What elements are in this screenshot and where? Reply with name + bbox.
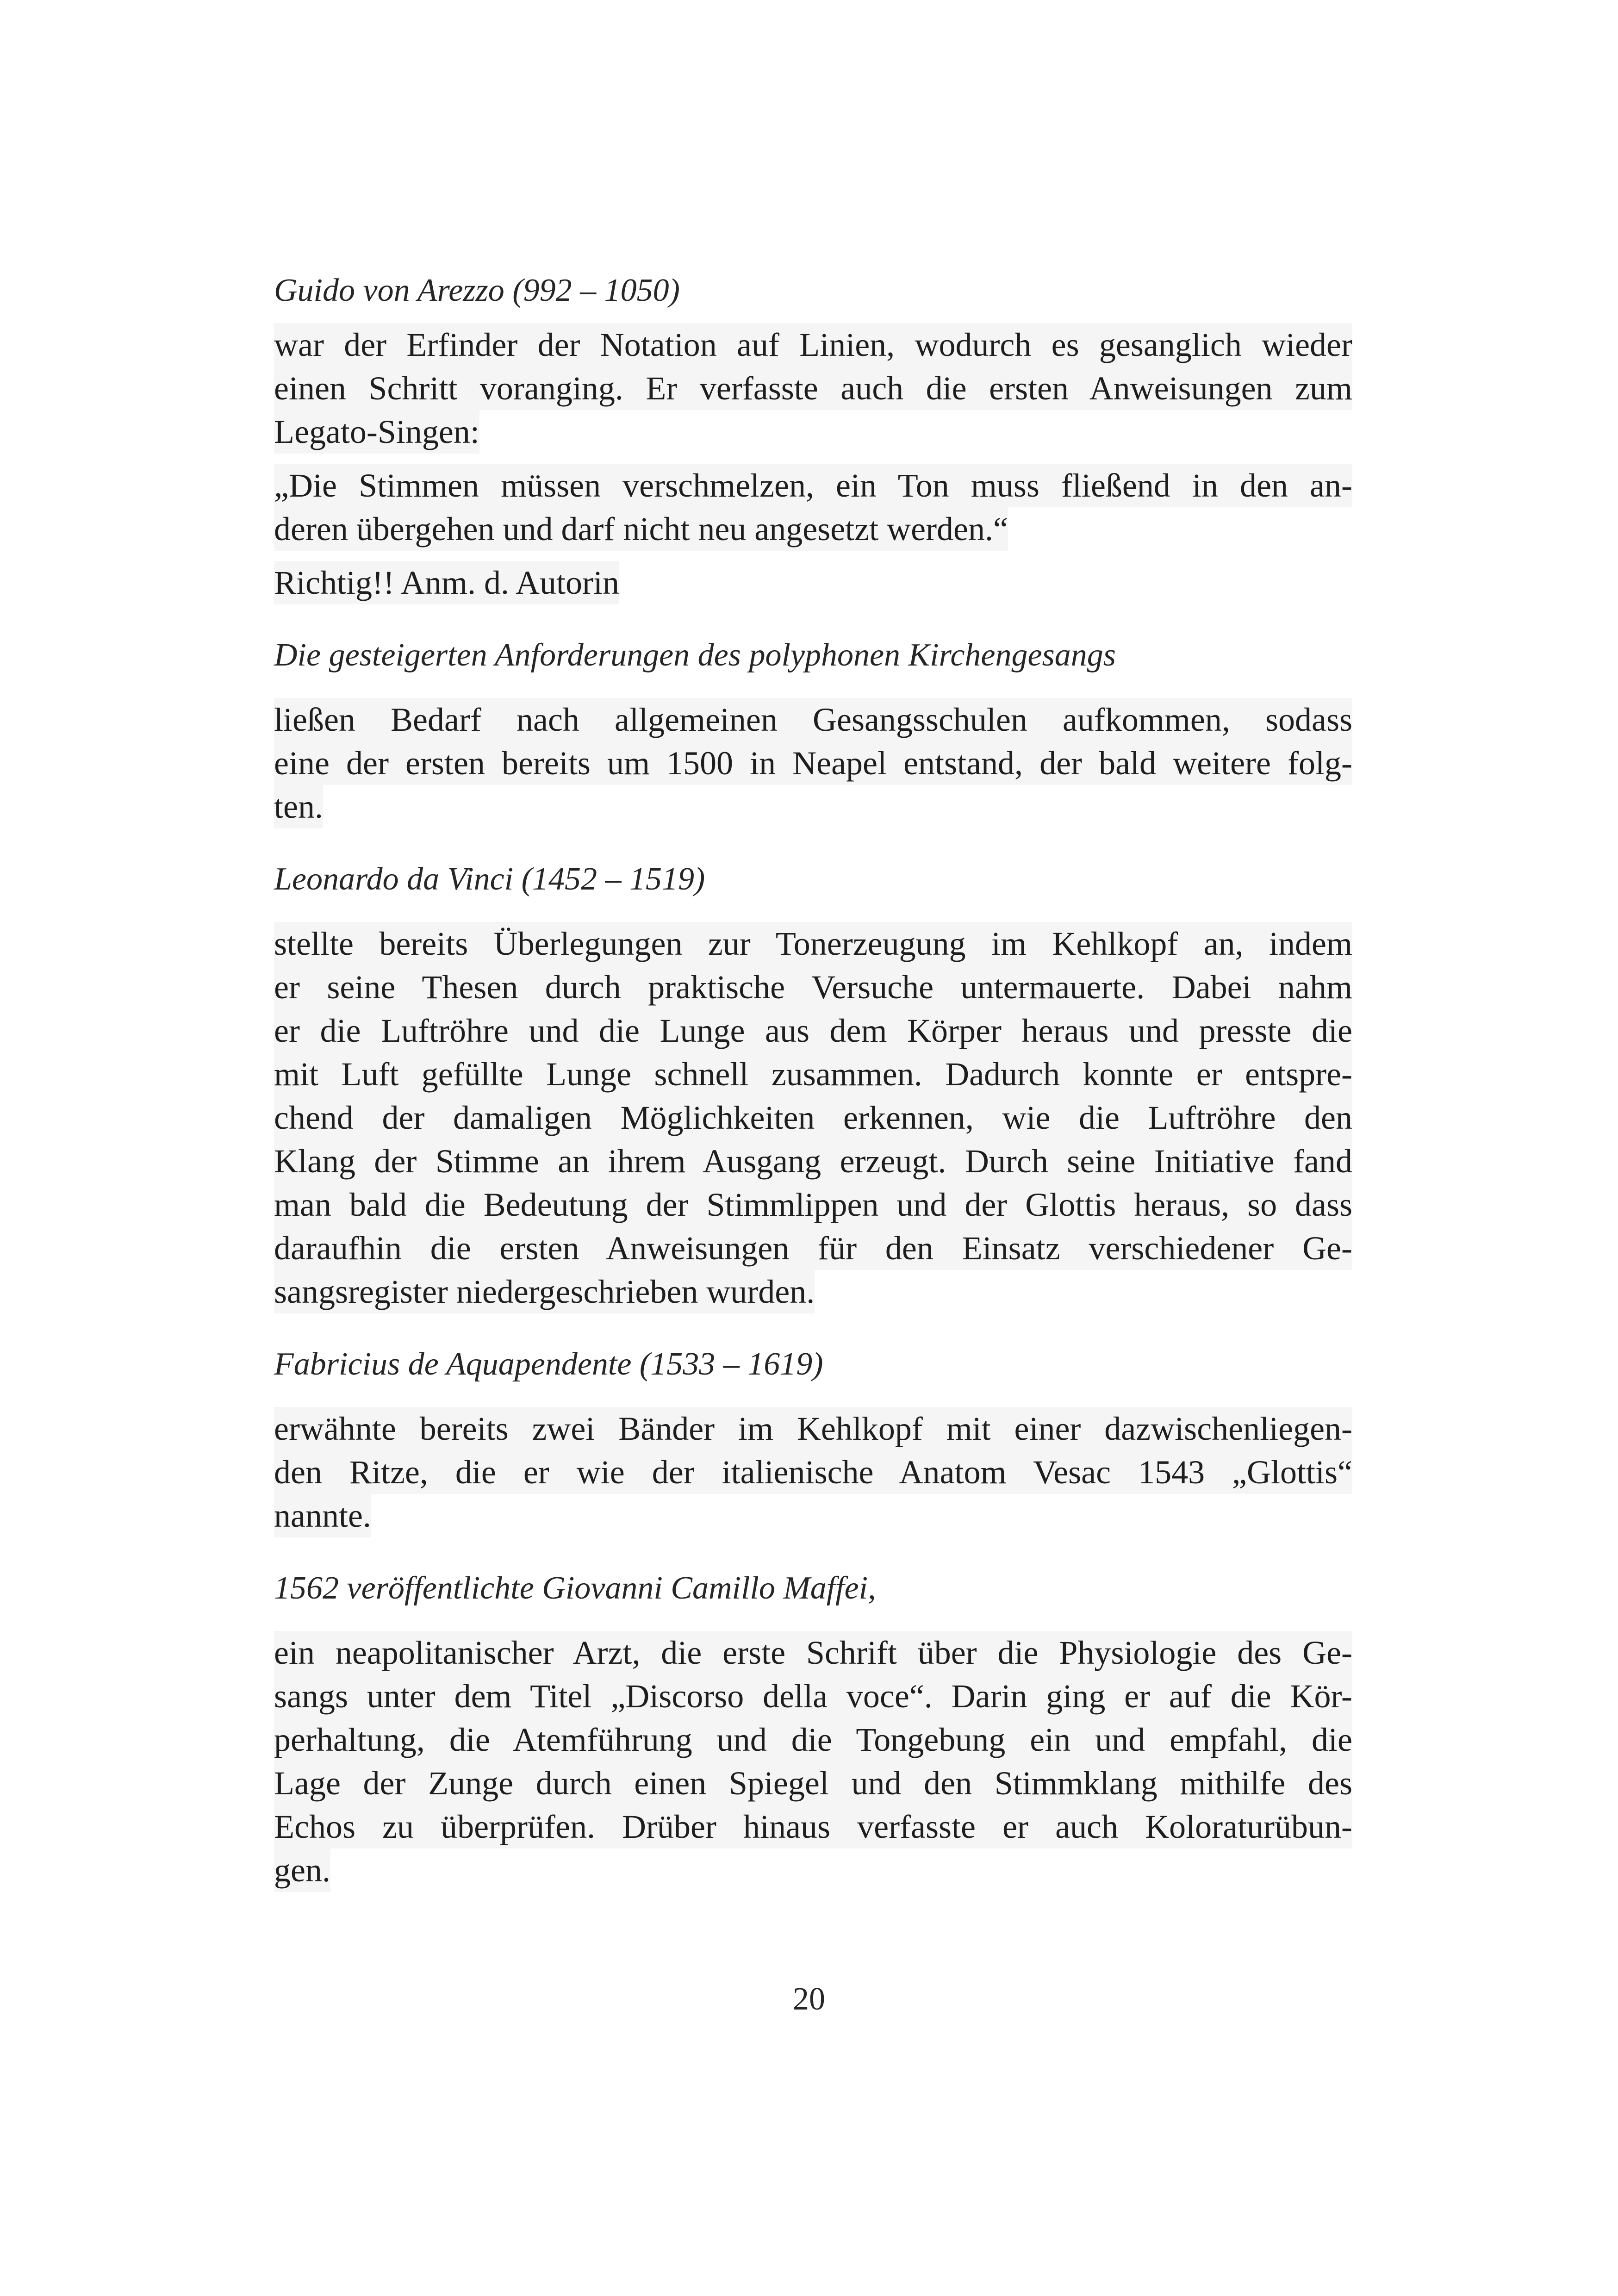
text-line: er die Luftröhre und die Lunge aus dem Körper heraus und presste die: [274, 1009, 1352, 1052]
text-line: ein neapolitanischer Arzt, die erste Schrift über die Physiologie des Ge-: [274, 1631, 1352, 1674]
paragraph-leonardo: [274, 922, 1352, 1313]
text-line: er seine Thesen durch praktische Versuche untermauerte. Dabei nahm: [274, 965, 1352, 1009]
text-line: Richtig!! Anm. d. Autorin: [274, 561, 619, 604]
text-line: eine der ersten bereits um 1500 in Neapel entstand, der bald weitere folg-: [274, 741, 1352, 785]
text-line: erwähnte bereits zwei Bänder im Kehlkopf mit einer dazwischenliegen-: [274, 1407, 1352, 1450]
text-line: Legato-Singen:: [274, 410, 479, 454]
text-line: daraufhin die ersten Anweisungen für den Einsatz verschiedener Ge-: [274, 1226, 1352, 1270]
text-line: stellte bereits Überlegungen zur Tonerzeugung im Kehlkopf an, indem: [274, 922, 1352, 965]
text-line: sangs unter dem Titel „Discorso della voce“. Darin ging er auf die Kör-: [274, 1674, 1352, 1718]
text-line: Echos zu überprüfen. Drüber hinaus verfasste er auch Koloraturübun-: [274, 1805, 1352, 1848]
text-line: nannte.: [274, 1494, 371, 1537]
paragraph-polyphonic: [274, 698, 1352, 828]
text-line: sangsregister niedergeschrieben wurden.: [274, 1270, 815, 1313]
text-line: gen.: [274, 1848, 330, 1892]
section-heading-leonardo: Leonardo da Vinci (1452 – 1519): [274, 861, 705, 897]
section-heading-fabricius: Fabricius de Aquapendente (1533 – 1619): [274, 1346, 823, 1382]
text-line: Klang der Stimme an ihrem Ausgang erzeugt. Durch seine Initiative fand: [274, 1139, 1352, 1183]
text-line: man bald die Bedeutung der Stimmlippen und der Glottis heraus, so dass: [274, 1183, 1352, 1226]
text-line: „Die Stimmen müssen verschmelzen, ein Ton muss fließend in den an-: [274, 464, 1352, 507]
text-line: ten.: [274, 785, 323, 828]
text-line: ließen Bedarf nach allgemeinen Gesangsschulen aufkommen, sodass: [274, 698, 1352, 741]
section-heading-polyphonic: Die gesteigerten Anforderungen des polyphonen Kirchengesangs: [274, 637, 1116, 673]
document-body: [274, 268, 1352, 1892]
paragraph-guido-quote: [274, 464, 1352, 551]
paragraph-guido-notation: [274, 323, 1352, 454]
text-line: chend der damaligen Möglichkeiten erkennen, wie die Luftröhre den: [274, 1096, 1352, 1139]
text-line: war der Erfinder der Notation auf Linien, wodurch es gesanglich wieder: [274, 323, 1352, 367]
text-line: mit Luft gefüllte Lunge schnell zusammen. Dadurch konnte er entspre-: [274, 1052, 1352, 1096]
paragraph-author-note: [274, 561, 1352, 604]
text-line: einen Schritt voranging. Er verfasste auch die ersten Anweisungen zum: [274, 367, 1352, 410]
text-line: Lage der Zunge durch einen Spiegel und den Stimmklang mithilfe des: [274, 1761, 1352, 1805]
page-number: 20: [793, 1981, 825, 2017]
section-heading-guido: Guido von Arezzo (992 – 1050): [274, 273, 680, 308]
text-line: den Ritze, die er wie der italienische Anatom Vesac 1543 „Glottis“: [274, 1450, 1352, 1494]
text-line: deren übergehen und darf nicht neu angesetzt werden.“: [274, 507, 1008, 551]
paragraph-maffei: [274, 1631, 1352, 1892]
section-heading-maffei: 1562 veröffentlichte Giovanni Camillo Maffei,: [274, 1570, 876, 1606]
paragraph-fabricius: [274, 1407, 1352, 1537]
text-line: perhaltung, die Atemführung und die Tongebung ein und empfahl, die: [274, 1718, 1352, 1761]
